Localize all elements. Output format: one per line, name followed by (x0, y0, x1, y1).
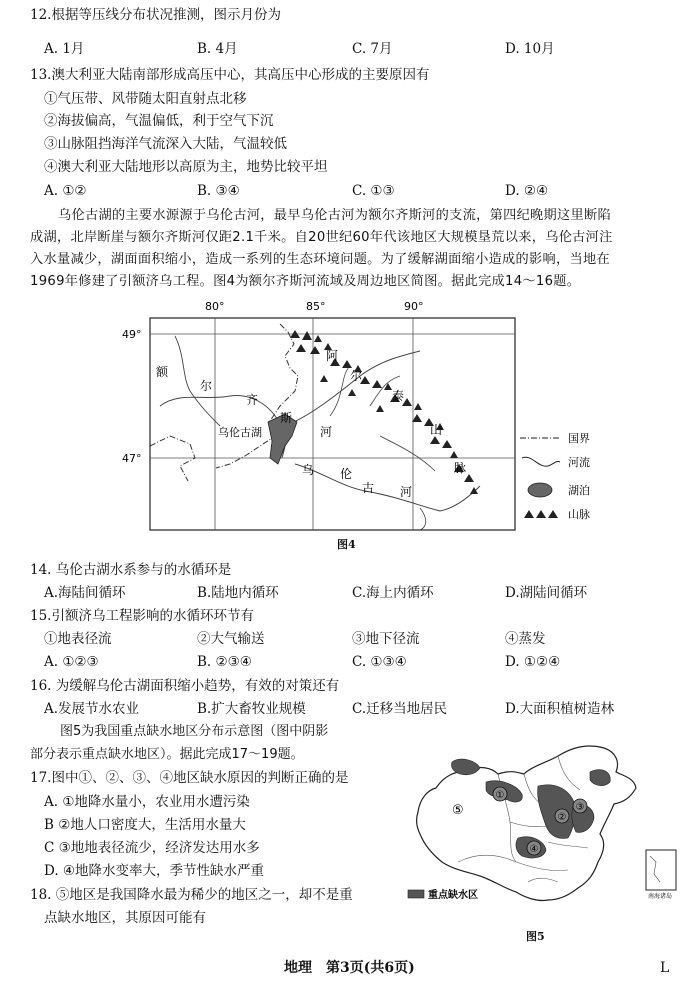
label-er: 尔 (200, 379, 213, 393)
q15-stem: 15.引额济乌工程影响的水循环环节有 (30, 608, 254, 624)
shortage-region (451, 759, 480, 775)
q14-option-b: B.陆地内循环 (197, 585, 279, 601)
lat-label: 49° (122, 328, 142, 341)
label-er2: 尔 (350, 369, 363, 383)
label-lun: 伦 (340, 467, 353, 481)
figure-4-legend (520, 432, 590, 521)
q15-option-b: B. ②③④ (197, 654, 252, 670)
label-lake: 乌伦古湖 (218, 426, 262, 439)
region-marker-label: ① (495, 790, 505, 801)
legend-shortage-label: 重点缺水区 (428, 890, 478, 901)
q17-option-d: D. ④地降水变率大，季节性缺水严重 (44, 863, 265, 879)
passage-fig5-line: 部分表示重点缺水地区）。据此完成17～19题。 (30, 747, 304, 762)
region-marker-label: ⑤ (452, 803, 464, 818)
label-e: 额 (156, 365, 169, 379)
lon-label: 90° (404, 300, 424, 313)
q15-item-2: ②大气输送 (197, 631, 265, 647)
label-si: 斯 (280, 411, 293, 425)
label-a: 阿 (326, 349, 339, 363)
lon-label: 85° (306, 300, 326, 313)
national-border (150, 436, 195, 481)
q17-option-a: A. ①地降水量小，农业用水遭污染 (44, 794, 250, 810)
q16-option-d: D.大面积植树造林 (505, 701, 615, 717)
passage-fig5-line: 图5为我国重点缺水地区分布示意图（图中阴影 (60, 724, 329, 739)
legend-shortage-symbol (408, 890, 424, 898)
region-marker-label: ④ (529, 844, 539, 855)
passage-wulungu (30, 205, 670, 293)
south-china-sea-inset (646, 850, 676, 890)
label-he2: 河 (400, 485, 413, 499)
river-branch (175, 336, 220, 426)
q17-stem: 17.图中①、②、③、④地区缺水原因的判断正确的是 (30, 770, 349, 786)
page-footer: 地理 第3页(共6页) (284, 960, 415, 976)
q14-stem: 14. 乌伦古湖水系参与的水循环是 (30, 562, 232, 578)
q15-item-1: ①地表径流 (44, 631, 112, 647)
legend-label: 湖泊 (568, 484, 590, 497)
figure-5-caption: 图5 (526, 930, 545, 943)
legend-river-symbol (522, 457, 560, 466)
q18-stem-line-2: 点缺水地区，其原因可能有 (44, 910, 206, 926)
q16-option-b: B.扩大畜牧业规模 (197, 701, 306, 717)
figure-4-map (120, 296, 590, 546)
q12-option-a: A. 1月 (44, 41, 85, 57)
legend-label: 国界 (568, 432, 590, 445)
q13-option-d: D. ②④ (505, 183, 549, 199)
q12-option-c: C. 7月 (352, 41, 393, 57)
tributary (420, 508, 426, 530)
region-marker-label: ③ (575, 802, 585, 813)
q12-stem: 12.根据等压线分布状况推测，图示月份为 (30, 7, 281, 23)
wulungu-river (295, 464, 480, 511)
q15-option-c: C. ①③④ (352, 654, 407, 670)
lon-label: 80° (205, 300, 225, 313)
q14-option-a: A.海陆间循环 (44, 585, 126, 601)
shortage-region (590, 770, 610, 786)
legend-label: 河流 (568, 456, 590, 469)
china-outline (417, 746, 636, 900)
passage-line: 成湖，北岸断崖与额尔齐斯河仅距2.1千米。自20世纪60年代该地区大规模垦荒以来，乌伦古河注 (30, 230, 613, 245)
passage-line: 入水量减少，湖面面积缩小，造成一系列的生态环境问题。为了缓解湖面缩小造成的影响，当地在 (30, 252, 610, 267)
q12-option-d: D. 10月 (505, 41, 555, 57)
q15-item-4: ④蒸发 (505, 631, 546, 647)
q13-item-2: ②海拔偏高，气温偏低，利于空气下沉 (44, 113, 274, 129)
lat-label: 47° (122, 452, 142, 465)
q13-stem: 13.澳大利亚大陆南部形成高压中心，其高压中心形成的主要原因有 (30, 67, 430, 83)
q18-stem-line-1: 18. ⑤地区是我国降水最为稀少的地区之一，却不是重 (30, 887, 353, 903)
paper-version-mark: L (660, 960, 670, 976)
q14-option-c: C.海上内循环 (352, 585, 434, 601)
label-he1: 河 (320, 425, 333, 439)
altai-mountains (290, 330, 478, 494)
figure-5-map (398, 742, 680, 922)
q15-item-3: ③地下径流 (352, 631, 420, 647)
label-shan: 山 (430, 423, 443, 437)
q14-option-d: D.湖陆间循环 (505, 585, 588, 601)
q13-item-4: ④澳大利亚大陆地形以高原为主，地势比较平坦 (44, 159, 328, 175)
q16-option-a: A.发展节水农业 (44, 701, 140, 717)
passage-line: 1969年修建了引额济乌工程。图4为额尔齐斯河流域及周边地区简图。据此完成14～16题。 (30, 274, 581, 289)
q12-option-b: B. 4月 (197, 41, 238, 57)
label-qi: 齐 (246, 393, 259, 407)
q15-option-a: A. ①②③ (44, 654, 99, 670)
label-gu: 古 (362, 481, 375, 495)
tributary (380, 436, 435, 471)
region-marker-label: ② (557, 812, 567, 823)
legend-label: 山脉 (568, 508, 590, 521)
q13-option-b: B. ③④ (197, 183, 240, 199)
figure-4-caption: 图4 (337, 538, 356, 551)
passage-line: 乌伦古湖的主要水源源于乌伦古河，最早乌伦古河为额尔齐斯河的支流，第四纪晚期这里断陷 (58, 208, 611, 223)
label-mai: 脉 (454, 461, 467, 475)
q13-item-3: ③山脉阻挡海洋气流深入大陆，气温较低 (44, 136, 287, 152)
label-wu: 乌 (302, 463, 315, 477)
inset-label: 南海诸岛 (648, 893, 673, 900)
label-tai: 泰 (392, 389, 405, 403)
q16-option-c: C.迁移当地居民 (352, 701, 448, 717)
q16-stem: 16. 为缓解乌伦古湖面积缩小趋势，有效的对策还有 (30, 678, 340, 694)
legend-lake-symbol (528, 483, 552, 497)
tributary (330, 366, 350, 416)
legend-mountain-symbol (524, 510, 558, 518)
q13-option-a: A. ①② (44, 183, 87, 199)
q17-option-b: B ②地人口密度大，生活用水量大 (44, 817, 246, 833)
q15-option-d: D. ①②④ (505, 654, 561, 670)
q13-item-1: ①气压带、风带随太阳直射点北移 (44, 91, 247, 107)
q17-option-c: C ③地地表径流少，经济发达用水多 (44, 840, 260, 856)
q13-option-c: C. ①③ (352, 183, 395, 199)
